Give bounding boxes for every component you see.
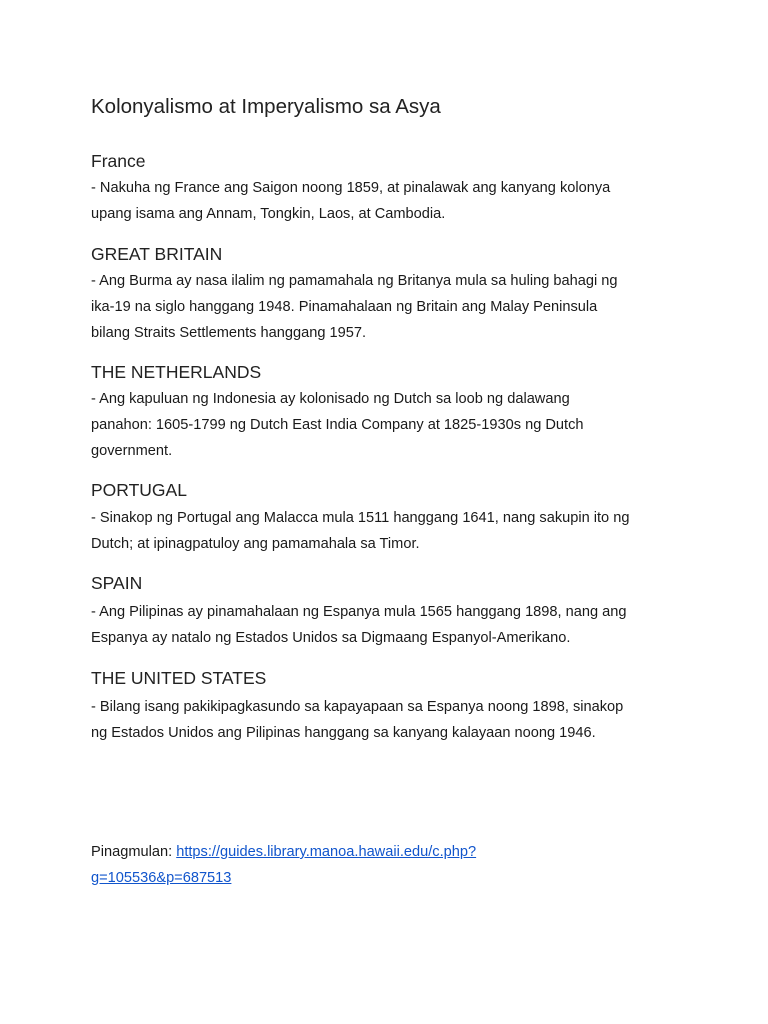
body-line: bilang Straits Settlements hanggang 1957. [91,325,367,341]
source-line-2 [91,865,476,891]
body-line: - Ang Pilipinas ay pinamahalaan ng Espanya mula 1565 hanggang 1898, nang ang [91,604,627,620]
body-line: - Sinakop ng Portugal ang Malacca mula 1511 hanggang 1641, nang sakupin ito ng [91,510,630,526]
body-line: upang isama ang Annam, Tongkin, Laos, at Cambodia. [91,206,446,222]
body-line: - Ang Burma ay nasa ilalim ng pamamahala ng Britanya mula sa huling bahagi ng [91,273,618,289]
section-heading-netherlands: THE NETHERLANDS [91,362,262,382]
section-heading-great-britain: GREAT BRITAIN [91,244,223,264]
body-line: government. [91,443,173,459]
section-heading-united-states: THE UNITED STATES [91,668,267,688]
source-link-part-2[interactable]: g=105536&p=687513 [91,870,232,886]
section-body-united-states [91,694,691,746]
section-body-france [91,175,691,227]
body-line: - Nakuha ng France ang Saigon noong 1859, at pinalawak ang kanyang kolonya [91,180,611,196]
body-line: Dutch; at ipinagpatuloy ang pamamahala sa Timor. [91,536,420,552]
body-line: panahon: 1605-1799 ng Dutch East India Company at 1825-1930s ng Dutch [91,417,584,433]
source-citation [91,839,476,891]
section-heading-spain: SPAIN [91,573,143,593]
source-line-1 [91,839,476,865]
section-body-netherlands [91,386,691,464]
section-body-portugal [91,505,691,557]
body-line: Espanya ay natalo ng Estados Unidos sa Digmaang Espanyol-Amerikano. [91,630,571,646]
body-line: - Ang kapuluan ng Indonesia ay kolonisado ng Dutch sa loob ng dalawang [91,391,570,407]
source-link-part-1[interactable]: https://guides.library.manoa.hawaii.edu/c.php? [176,844,477,860]
body-line: ng Estados Unidos ang Pilipinas hanggang sa kanyang kalayaan noong 1946. [91,725,596,741]
section-body-great-britain [91,268,691,346]
document-title: Kolonyalismo at Imperyalismo sa Asya [91,95,441,118]
section-heading-portugal: PORTUGAL [91,480,187,500]
body-line: - Bilang isang pakikipagkasundo sa kapayapaan sa Espanya noong 1898, sinakop [91,699,624,715]
section-body-spain [91,599,691,651]
source-label: Pinagmulan: [91,844,173,860]
section-heading-france: France [91,151,146,171]
body-line: ika-19 na siglo hanggang 1948. Pinamahalaan ng Britain ang Malay Peninsula [91,299,598,315]
